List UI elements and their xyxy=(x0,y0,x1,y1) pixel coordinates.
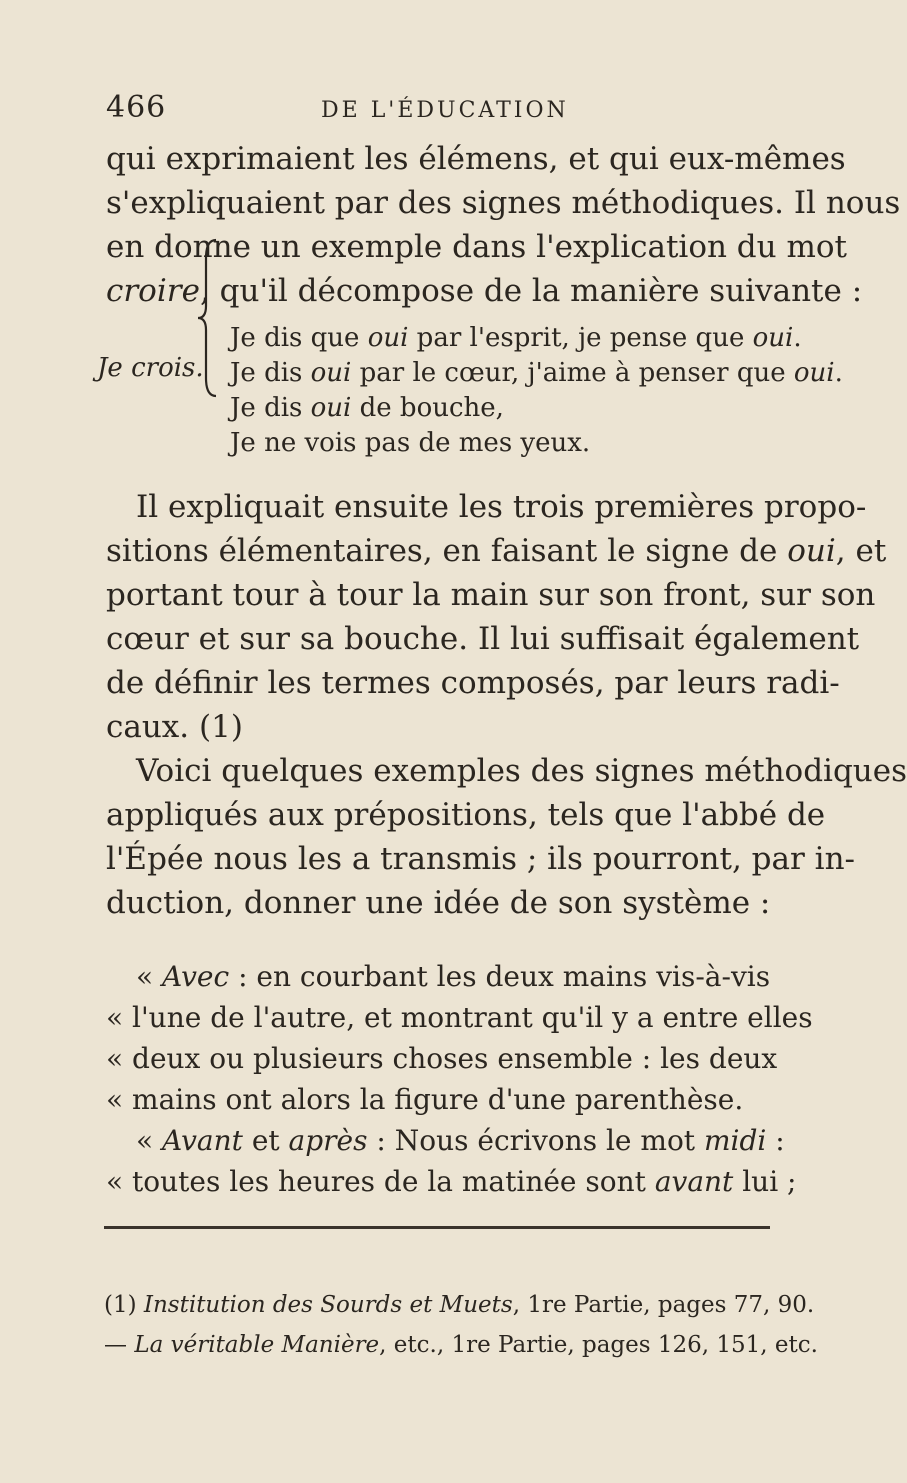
text-line: en donne un exemple dans l'explication du mot xyxy=(106,229,847,265)
text-span: , etc., 1re Partie, pages 126, 151, etc. xyxy=(379,1332,818,1358)
footnote-line xyxy=(104,1290,814,1320)
text-span: . xyxy=(834,358,843,388)
italic-title: La véritable Manière xyxy=(134,1332,380,1358)
text-span: : Nous écrivons le mot xyxy=(367,1124,704,1157)
decomposition-line xyxy=(230,357,843,389)
text-span: lui ; xyxy=(733,1165,797,1198)
italic-word: oui xyxy=(787,533,836,569)
decomposition-line xyxy=(230,392,504,424)
page-number: 466 xyxy=(106,90,167,125)
italic-word: oui xyxy=(793,358,835,388)
quote-line: « l'une de l'autre, et montrant qu'il y a entre elles xyxy=(106,1001,813,1034)
italic-word: avant xyxy=(654,1165,734,1198)
text-line: duction, donner une idée de son système : xyxy=(106,885,771,921)
quote-line xyxy=(136,1122,785,1160)
italic-word: oui xyxy=(310,358,352,388)
italic-word: oui xyxy=(752,323,794,353)
footnote-line xyxy=(104,1330,818,1360)
text-span: sitions élémentaires, en faisant le signe de xyxy=(106,533,788,569)
text-line xyxy=(106,532,886,570)
italic-word: oui xyxy=(310,393,352,423)
text-span: et xyxy=(242,1124,289,1157)
quote-line: « mains ont alors la figure d'une parenthèse. xyxy=(106,1083,744,1116)
text-line: cœur et sur sa bouche. Il lui suffisait également xyxy=(106,621,860,657)
quote-line: « deux ou plusieurs choses ensemble : les deux xyxy=(106,1042,778,1075)
text-span: « xyxy=(136,960,163,993)
text-span: de bouche, xyxy=(351,393,504,423)
text-line: l'Épée nous les a transmis ; ils pourront, par in- xyxy=(106,841,856,877)
text-span: : en courbant les deux mains vis-à-vis xyxy=(229,960,771,993)
decomposition-line xyxy=(230,322,802,354)
text-span: , qu'il décompose de la manière suivante : xyxy=(199,273,863,309)
italic-word: après xyxy=(288,1124,368,1157)
italic-word: croire xyxy=(106,273,200,309)
text-line: s'expliquaient par des signes méthodiques. Il nous xyxy=(106,185,901,221)
italic-word: Avec xyxy=(162,960,230,993)
text-span: Je dis xyxy=(230,393,311,423)
text-span: Je dis que xyxy=(230,323,368,353)
decomposition-label: Je crois. xyxy=(97,353,204,383)
text-line xyxy=(106,272,862,310)
text-span: « xyxy=(136,1124,163,1157)
text-span: « toutes les heures de la matinée sont xyxy=(106,1165,655,1198)
italic-word: midi xyxy=(703,1124,767,1157)
text-line: qui exprimaient les élémens, et qui eux-mêmes xyxy=(106,141,846,177)
text-span: Je dis xyxy=(230,358,311,388)
text-span: — xyxy=(104,1332,135,1358)
italic-word: Avant xyxy=(162,1124,243,1157)
text-line: de définir les termes composés, par leurs radi- xyxy=(106,665,840,701)
text-line: caux. (1) xyxy=(106,709,243,745)
curly-brace-icon xyxy=(198,238,218,398)
italic-title: Institution des Sourds et Muets xyxy=(143,1292,513,1318)
text-span: (1) xyxy=(104,1292,144,1318)
text-line: appliqués aux prépositions, tels que l'abbé de xyxy=(106,797,826,833)
decomposition-line: Je ne vois pas de mes yeux. xyxy=(230,428,591,458)
text-line: Il expliquait ensuite les trois premières propo- xyxy=(136,489,867,525)
italic-word: oui xyxy=(367,323,409,353)
page-header xyxy=(106,90,766,130)
text-span: . xyxy=(793,323,802,353)
text-line: Voici quelques exemples des signes méthodiques xyxy=(136,753,907,789)
text-span: , 1re Partie, pages 77, 90. xyxy=(512,1292,815,1318)
text-span: : xyxy=(766,1124,785,1157)
text-line: portant tour à tour la main sur son front, sur son xyxy=(106,577,876,613)
footnote-rule xyxy=(104,1226,770,1229)
quote-line xyxy=(106,1163,797,1201)
quote-line xyxy=(136,958,770,996)
text-span: par l'esprit, je pense que xyxy=(408,323,753,353)
running-title: DE L'ÉDUCATION xyxy=(321,98,569,123)
text-span: , et xyxy=(835,533,887,569)
text-span: par le cœur, j'aime à penser que xyxy=(351,358,794,388)
